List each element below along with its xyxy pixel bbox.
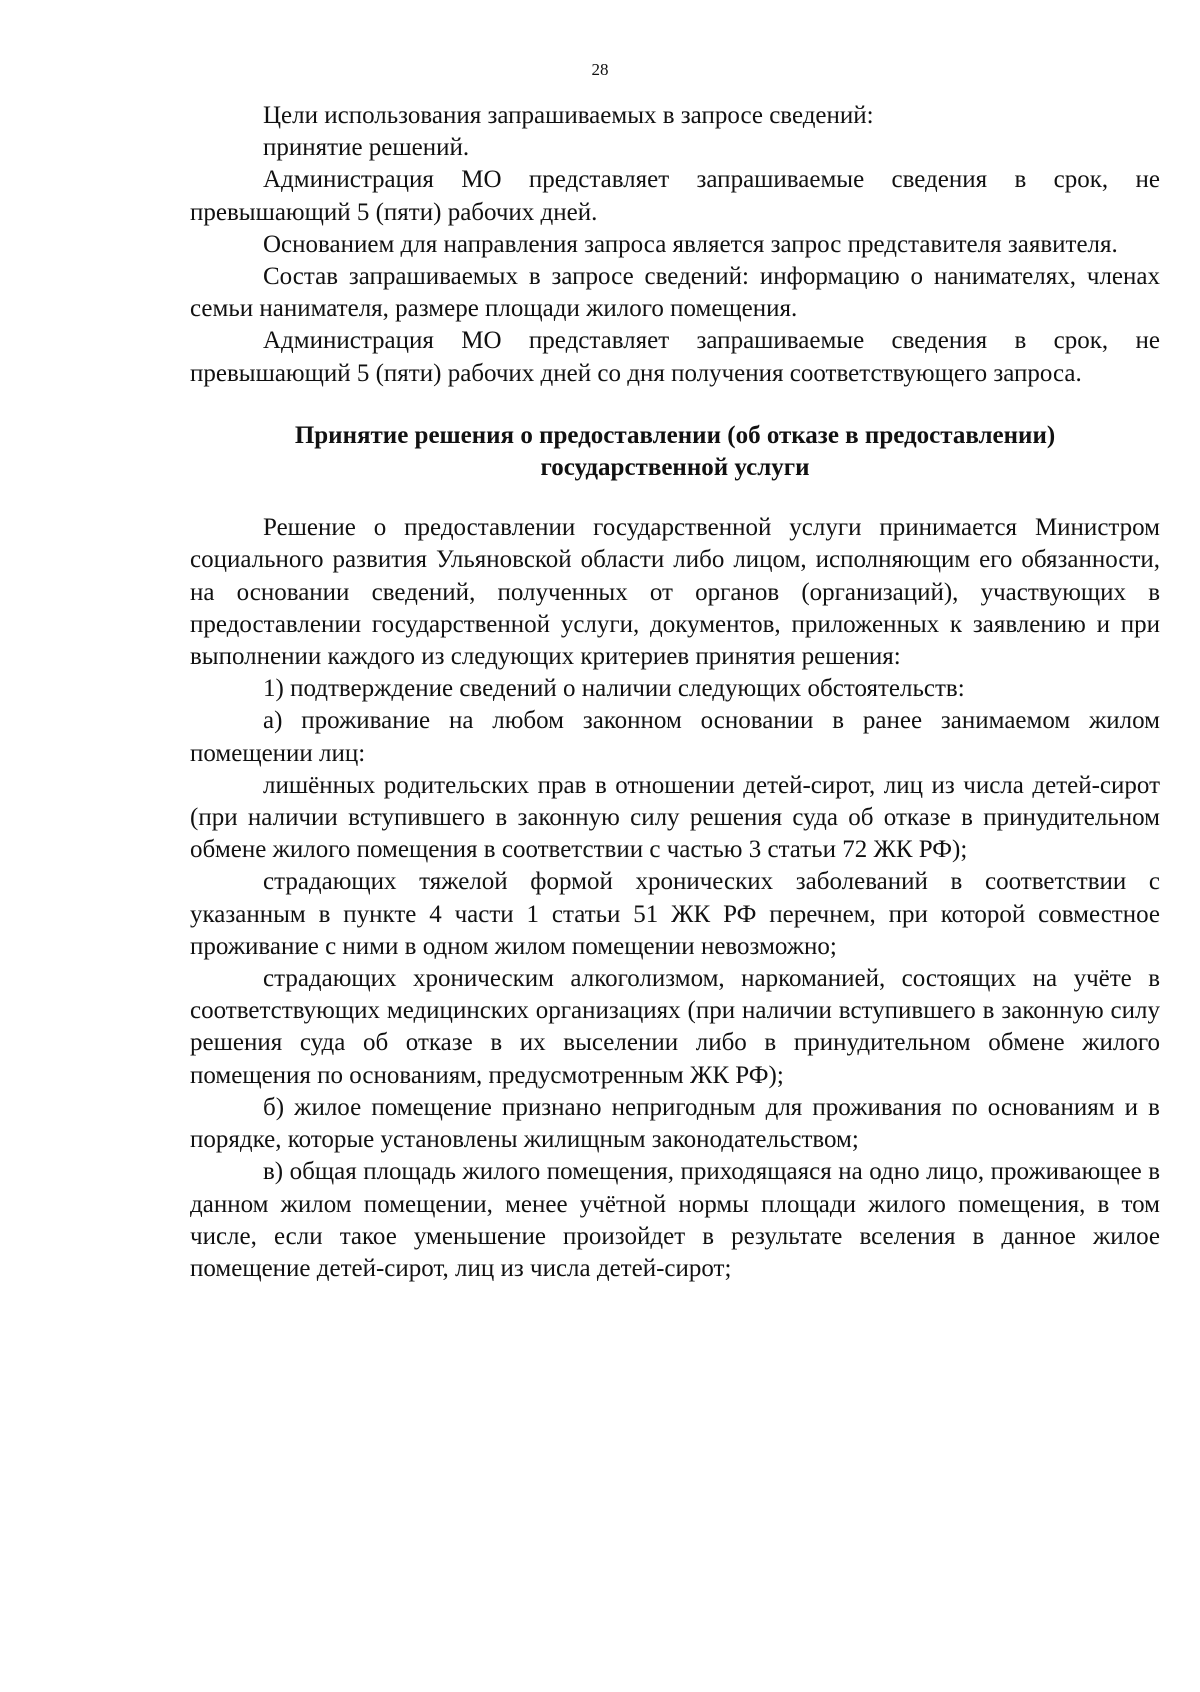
page-number: 28 bbox=[591, 60, 609, 79]
paragraph: страдающих тяжелой формой хронических заболеваний в соответствии с указанным в пункте 4 части 1 статьи 51 ЖК РФ перечнем, при которой совместное проживание с ними в одном жилом помещении невозможно; bbox=[190, 868, 1160, 960]
paragraph: страдающих хроническим алкоголизмом, наркоманией, состоящих на учёте в соответствующих медицинских организациях (при наличии вступившего в законную силу решения суда об отказе в их выселении либо в принудительном обмене жилого помещения по основаниям, предусмотренным ЖК РФ); bbox=[190, 965, 1160, 1089]
paragraph: лишённых родительских прав в отношении детей-сирот, лиц из числа детей-сирот (при наличии вступившего в законную силу решения суда об отказе в принудительном обмене жилого помещения в соответствии с частью 3 статьи 72 ЖК РФ); bbox=[190, 771, 1160, 864]
paragraph: 1) подтверждение сведений о наличии следующих обстоятельств: bbox=[263, 675, 965, 703]
paragraph: Решение о предоставлении государственной услуги принимается Министром социального развития Ульяновской области либо лицом, исполняющим его обязанности, на основании сведений, полученных от органов (организаций), участвующих в предоставлении государственной услуги, документов, приложенных к заявлению и при выполнении каждого из следующих критериев принятия решения: bbox=[190, 514, 1160, 671]
paragraph: принятие решений. bbox=[263, 134, 470, 162]
document-body bbox=[190, 100, 1160, 1285]
paragraph: Основанием для направления запроса является запрос представителя заявителя. bbox=[263, 230, 1118, 258]
paragraph: Цели использования запрашиваемых в запросе сведений: bbox=[263, 102, 874, 129]
section-heading-line: государственной услуги bbox=[540, 454, 810, 482]
paragraph: а) проживание на любом законном основании в ранее занимаемом жилом помещении лиц: bbox=[190, 707, 1160, 767]
paragraph: Администрация МО представляет запрашиваемые сведения в срок, не превышающий 5 (пяти) рабочих дней со дня получения соответствующего запроса. bbox=[190, 327, 1160, 387]
section-heading bbox=[190, 420, 1160, 484]
paragraph: Администрация МО представляет запрашиваемые сведения в срок, не превышающий 5 (пяти) рабочих дней. bbox=[190, 166, 1160, 226]
paragraph: Состав запрашиваемых в запросе сведений: информацию о нанимателях, членах семьи нанимателя, размере площади жилого помещения. bbox=[190, 263, 1160, 323]
paragraph: в) общая площадь жилого помещения, приходящаяся на одно лицо, проживающее в данном жилом помещении, менее учётной нормы площади жилого помещения, в том числе, если такое уменьшение произойдет в результате вселения в данное жилое помещение детей-сирот, лиц из числа детей-сирот; bbox=[190, 1158, 1160, 1282]
paragraph: б) жилое помещение признано непригодным для проживания по основаниям и в порядке, которые установлены жилищным законодательством; bbox=[190, 1093, 1160, 1154]
section-heading-line: Принятие решения о предоставлении (об отказе в предоставлении) bbox=[294, 421, 1056, 449]
